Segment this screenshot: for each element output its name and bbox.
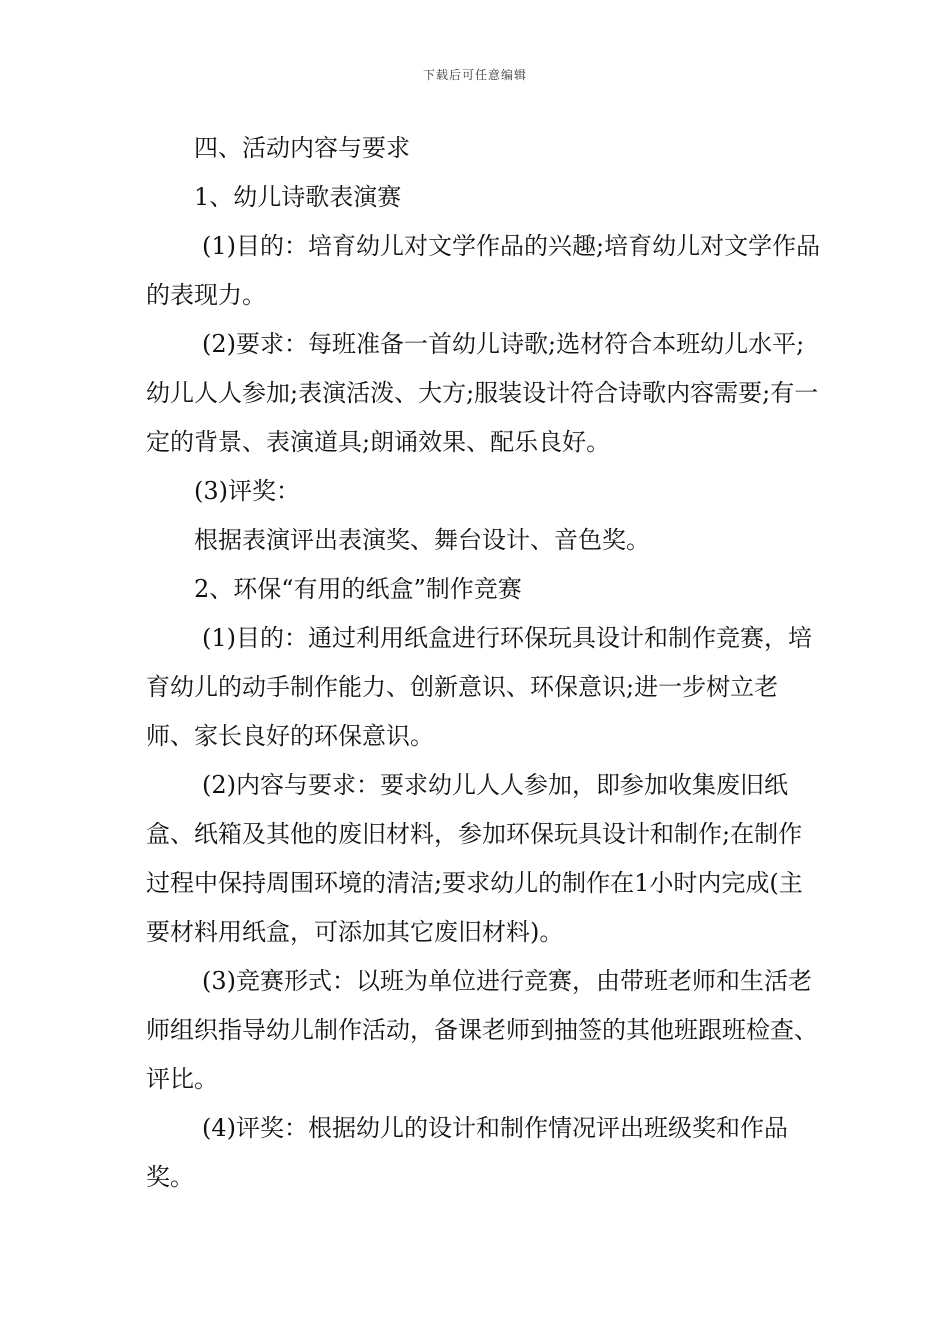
- item2-title: 2、环保“有用的纸盒”制作竞赛: [194, 575, 522, 603]
- page-header-note: 下载后可任意编辑: [422, 68, 527, 82]
- document-body: [146, 124, 826, 1202]
- item1-award-text: 根据表演评出表演奖、舞台设计、音色奖。: [194, 526, 650, 554]
- section-title: 四、活动内容与要求: [194, 134, 410, 162]
- item1-requirements: (2)要求：每班准备一首幼儿诗歌;选材符合本班幼儿水平;幼儿人人参加;表演活泼、大方;服装设计符合诗歌内容需要;有一定的背景、表演道具;朗诵效果、配乐良好。: [146, 330, 819, 456]
- item1-title: 1、幼儿诗歌表演赛: [194, 183, 402, 211]
- item1-award-label: (3)评奖：: [194, 477, 300, 505]
- item2-purpose: (1)目的：通过利用纸盒进行环保玩具设计和制作竞赛，培育幼儿的动手制作能力、创新意识、环保意识;进一步树立老师、家长良好的环保意识。: [146, 624, 812, 750]
- item2-award: (4)评奖：根据幼儿的设计和制作情况评出班级奖和作品奖。: [146, 1114, 788, 1191]
- item2-content: (2)内容与要求：要求幼儿人人参加，即参加收集废旧纸盒、纸箱及其他的废旧材料，参加环保玩具设计和制作;在制作过程中保持周围环境的清洁;要求幼儿的制作在1小时内完成(主要材料用纸盒，可添加其它废旧材料)。: [146, 771, 803, 946]
- item1-purpose: (1)目的：培育幼儿对文学作品的兴趣;培育幼儿对文学作品的表现力。: [146, 232, 821, 309]
- item2-format: (3)竞赛形式：以班为单位进行竞赛，由带班老师和生活老师组织指导幼儿制作活动，备课老师到抽签的其他班跟班检查、评比。: [146, 967, 818, 1093]
